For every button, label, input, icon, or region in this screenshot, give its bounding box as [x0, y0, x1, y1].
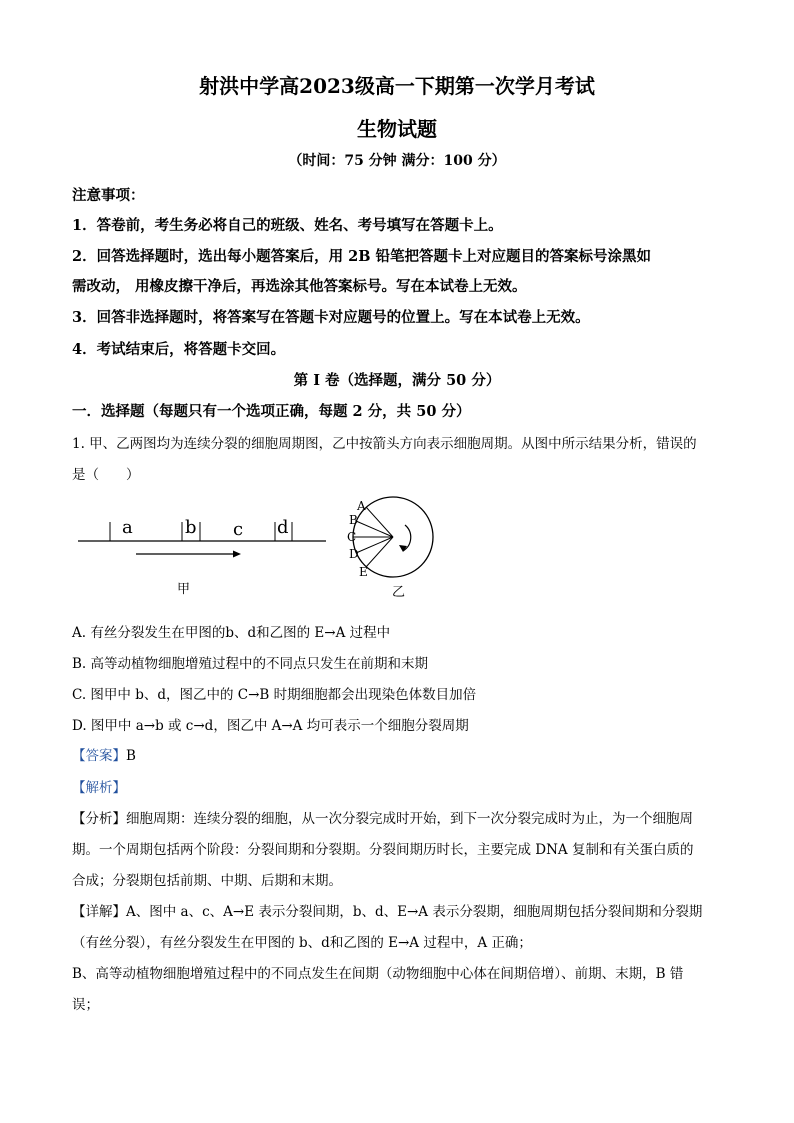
option-b: B. 高等动植物细胞增殖过程中的不同点只发生在前期和末期 [72, 656, 429, 672]
option-c: C. 图甲中 b、d，图乙中的 C→B 时期细胞都会出现染色体数目加倍 [72, 687, 477, 703]
question-stem: 1. 甲、乙两图均为连续分裂的细胞周期图，乙中按箭头方向表示细胞周期。从图中所示结果分析，错误的 [72, 436, 697, 452]
analysis-label: 【解析】 [72, 780, 126, 796]
arrow-head [233, 551, 241, 558]
figure-jia [78, 517, 326, 597]
notice-item: 需改动， 用橡皮擦干净后，再选涂其他答案标号。写在本试卷上无效。 [72, 278, 527, 295]
point-label-C: C [347, 530, 357, 544]
caption-yi: 乙 [392, 585, 406, 600]
notice-item: 1．答卷前，考生务必将自己的班级、姓名、考号填写在答题卡上。 [72, 217, 503, 234]
analysis-line: 误； [72, 997, 99, 1013]
part-title: 一．选择题（每题只有一个选项正确，每题 2 分，共 50 分） [72, 403, 471, 420]
option-a: A. 有丝分裂发生在甲图的b、d和乙图的 E→A 过程中 [72, 625, 391, 641]
analysis-line: 合成；分裂期包括前期、中期、后期和末期。 [72, 873, 342, 889]
section-title: 第 I 卷（选择题，满分 50 分） [293, 372, 501, 389]
exam-title: 射洪中学高2023级高一下期第一次学月考试 [199, 74, 595, 98]
point-label-D: D [349, 547, 359, 561]
segment-label-b: b [185, 517, 197, 538]
question-stem-end: 是（ ） [72, 467, 140, 483]
segment-label-a: a [122, 517, 133, 538]
figure-yi [347, 497, 433, 600]
analysis-line: 【分析】细胞周期：连续分裂的细胞，从一次分裂完成时开始，到下一次分裂完成时为止，为一个细胞周 [72, 811, 693, 827]
answer-value: B [126, 748, 136, 764]
point-label-A: A [357, 499, 366, 513]
caption-jia: 甲 [177, 582, 191, 597]
notice-item: 4．考试结束后，将答题卡交回。 [72, 341, 286, 358]
time-info: （时间：75 分钟 满分：100 分） [288, 153, 506, 169]
radius-D [356, 537, 393, 553]
analysis-line: （有丝分裂），有丝分裂发生在甲图的 b、d和乙图的 E→A 过程中，A 正确； [72, 935, 532, 951]
segment-label-c: c [233, 519, 244, 540]
segment-label-d: d [277, 517, 289, 538]
analysis-line: 【详解】A、图中 a、c、A→E 表示分裂间期，b、d、E→A 表示分裂期，细胞周期包括分裂间期和分裂期 [72, 904, 703, 920]
radius-E [366, 537, 393, 567]
subject-title: 生物试题 [357, 117, 437, 141]
point-label-B: B [349, 513, 358, 527]
point-label-E: E [359, 565, 368, 579]
analysis-line: 期。一个周期包括两个阶段：分裂间期和分裂期。分裂间期历时长，主要完成 DNA 复制和有关蛋白质的 [72, 842, 694, 858]
radius-B [356, 521, 393, 537]
analysis-line: B、高等动植物细胞增殖过程中的不同点发生在间期（动物细胞中心体在间期倍增）、前期、末期，B 错 [72, 966, 684, 982]
answer-label: 【答案】 [72, 748, 126, 764]
notice-heading: 注意事项： [72, 187, 145, 204]
radius-A [366, 507, 393, 537]
notice-item: 2．回答选择题时，选出每小题答案后，用 2B 铅笔把答题卡上对应题目的答案标号涂黑如 [72, 248, 652, 265]
option-d: D. 图甲中 a→b 或 c→d，图乙中 A→A 均可表示一个细胞分裂周期 [72, 718, 469, 734]
cell-cycle-figure [70, 495, 450, 605]
answer-line [72, 744, 136, 764]
notice-item: 3．回答非选择题时，将答案写在答题卡对应题号的位置上。写在本试卷上无效。 [72, 309, 590, 326]
